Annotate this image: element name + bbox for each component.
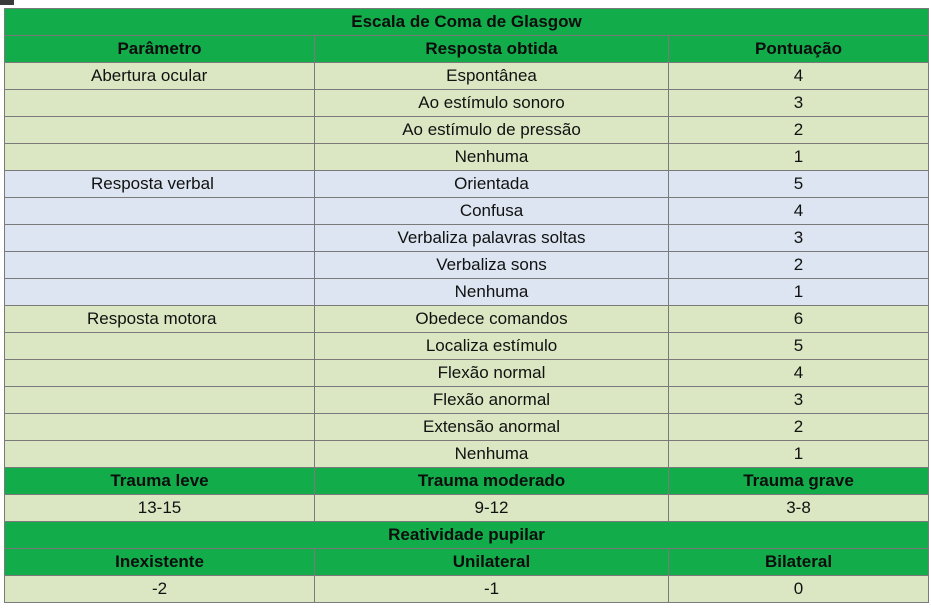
trauma-severe-header: Trauma grave (669, 468, 929, 495)
score-cell: 4 (669, 360, 929, 387)
response-cell: Nenhuma (315, 144, 669, 171)
response-cell: Ao estímulo sonoro (315, 90, 669, 117)
table-row (5, 144, 929, 171)
score-cell: 2 (669, 414, 929, 441)
table-row (5, 306, 929, 333)
parameter-empty (5, 387, 315, 414)
score-cell: 2 (669, 252, 929, 279)
score-cell: 6 (669, 306, 929, 333)
header-parameter: Parâmetro (5, 36, 315, 63)
table-row (5, 279, 929, 306)
pupil-bilateral-value: 0 (669, 576, 929, 603)
score-cell: 1 (669, 144, 929, 171)
parameter-empty (5, 198, 315, 225)
parameter-empty (5, 360, 315, 387)
pupil-unilateral-header: Unilateral (315, 549, 669, 576)
trauma-moderate-header: Trauma moderado (315, 468, 669, 495)
score-cell: 1 (669, 441, 929, 468)
response-cell: Verbaliza sons (315, 252, 669, 279)
trauma-severe-value: 3-8 (669, 495, 929, 522)
response-cell: Extensão anormal (315, 414, 669, 441)
response-cell: Localiza estímulo (315, 333, 669, 360)
table-row (5, 252, 929, 279)
response-cell: Orientada (315, 171, 669, 198)
response-cell: Ao estímulo de pressão (315, 117, 669, 144)
pupil-unilateral-value: -1 (315, 576, 669, 603)
parameter-empty (5, 225, 315, 252)
pupil-title: Reatividade pupilar (5, 522, 929, 549)
pupil-none-value: -2 (5, 576, 315, 603)
header-row (5, 36, 929, 63)
response-cell: Obedece comandos (315, 306, 669, 333)
header-response: Resposta obtida (315, 36, 669, 63)
trauma-header-row (5, 468, 929, 495)
pupil-bilateral-header: Bilateral (669, 549, 929, 576)
parameter-empty (5, 90, 315, 117)
parameter-empty (5, 117, 315, 144)
parameter-empty (5, 414, 315, 441)
table-row (5, 414, 929, 441)
table-row (5, 63, 929, 90)
score-cell: 5 (669, 171, 929, 198)
response-cell: Verbaliza palavras soltas (315, 225, 669, 252)
trauma-mild-value: 13-15 (5, 495, 315, 522)
pupil-none-header: Inexistente (5, 549, 315, 576)
score-cell: 3 (669, 225, 929, 252)
table-row (5, 171, 929, 198)
parameter-empty (5, 333, 315, 360)
score-cell: 2 (669, 117, 929, 144)
response-cell: Nenhuma (315, 441, 669, 468)
pupil-title-row (5, 522, 929, 549)
table-row (5, 225, 929, 252)
score-cell: 3 (669, 90, 929, 117)
score-cell: 3 (669, 387, 929, 414)
title-row (5, 9, 929, 36)
table-row (5, 90, 929, 117)
table-title: Escala de Coma de Glasgow (5, 9, 929, 36)
table-row (5, 333, 929, 360)
pupil-header-row (5, 549, 929, 576)
trauma-mild-header: Trauma leve (5, 468, 315, 495)
table-row (5, 360, 929, 387)
glasgow-coma-scale-table (4, 8, 929, 603)
parameter-empty (5, 252, 315, 279)
score-cell: 5 (669, 333, 929, 360)
pupil-values-row (5, 576, 929, 603)
corner-mark (0, 0, 14, 5)
response-cell: Confusa (315, 198, 669, 225)
parameter-empty (5, 144, 315, 171)
score-cell: 4 (669, 63, 929, 90)
table-row (5, 441, 929, 468)
table-row (5, 387, 929, 414)
parameter-motor-response: Resposta motora (5, 306, 315, 333)
response-cell: Flexão anormal (315, 387, 669, 414)
score-cell: 1 (669, 279, 929, 306)
response-cell: Espontânea (315, 63, 669, 90)
parameter-eye-opening: Abertura ocular (5, 63, 315, 90)
table-row (5, 117, 929, 144)
header-score: Pontuação (669, 36, 929, 63)
response-cell: Nenhuma (315, 279, 669, 306)
parameter-empty (5, 441, 315, 468)
score-cell: 4 (669, 198, 929, 225)
response-cell: Flexão normal (315, 360, 669, 387)
table-row (5, 198, 929, 225)
trauma-values-row (5, 495, 929, 522)
parameter-verbal-response: Resposta verbal (5, 171, 315, 198)
trauma-moderate-value: 9-12 (315, 495, 669, 522)
parameter-empty (5, 279, 315, 306)
